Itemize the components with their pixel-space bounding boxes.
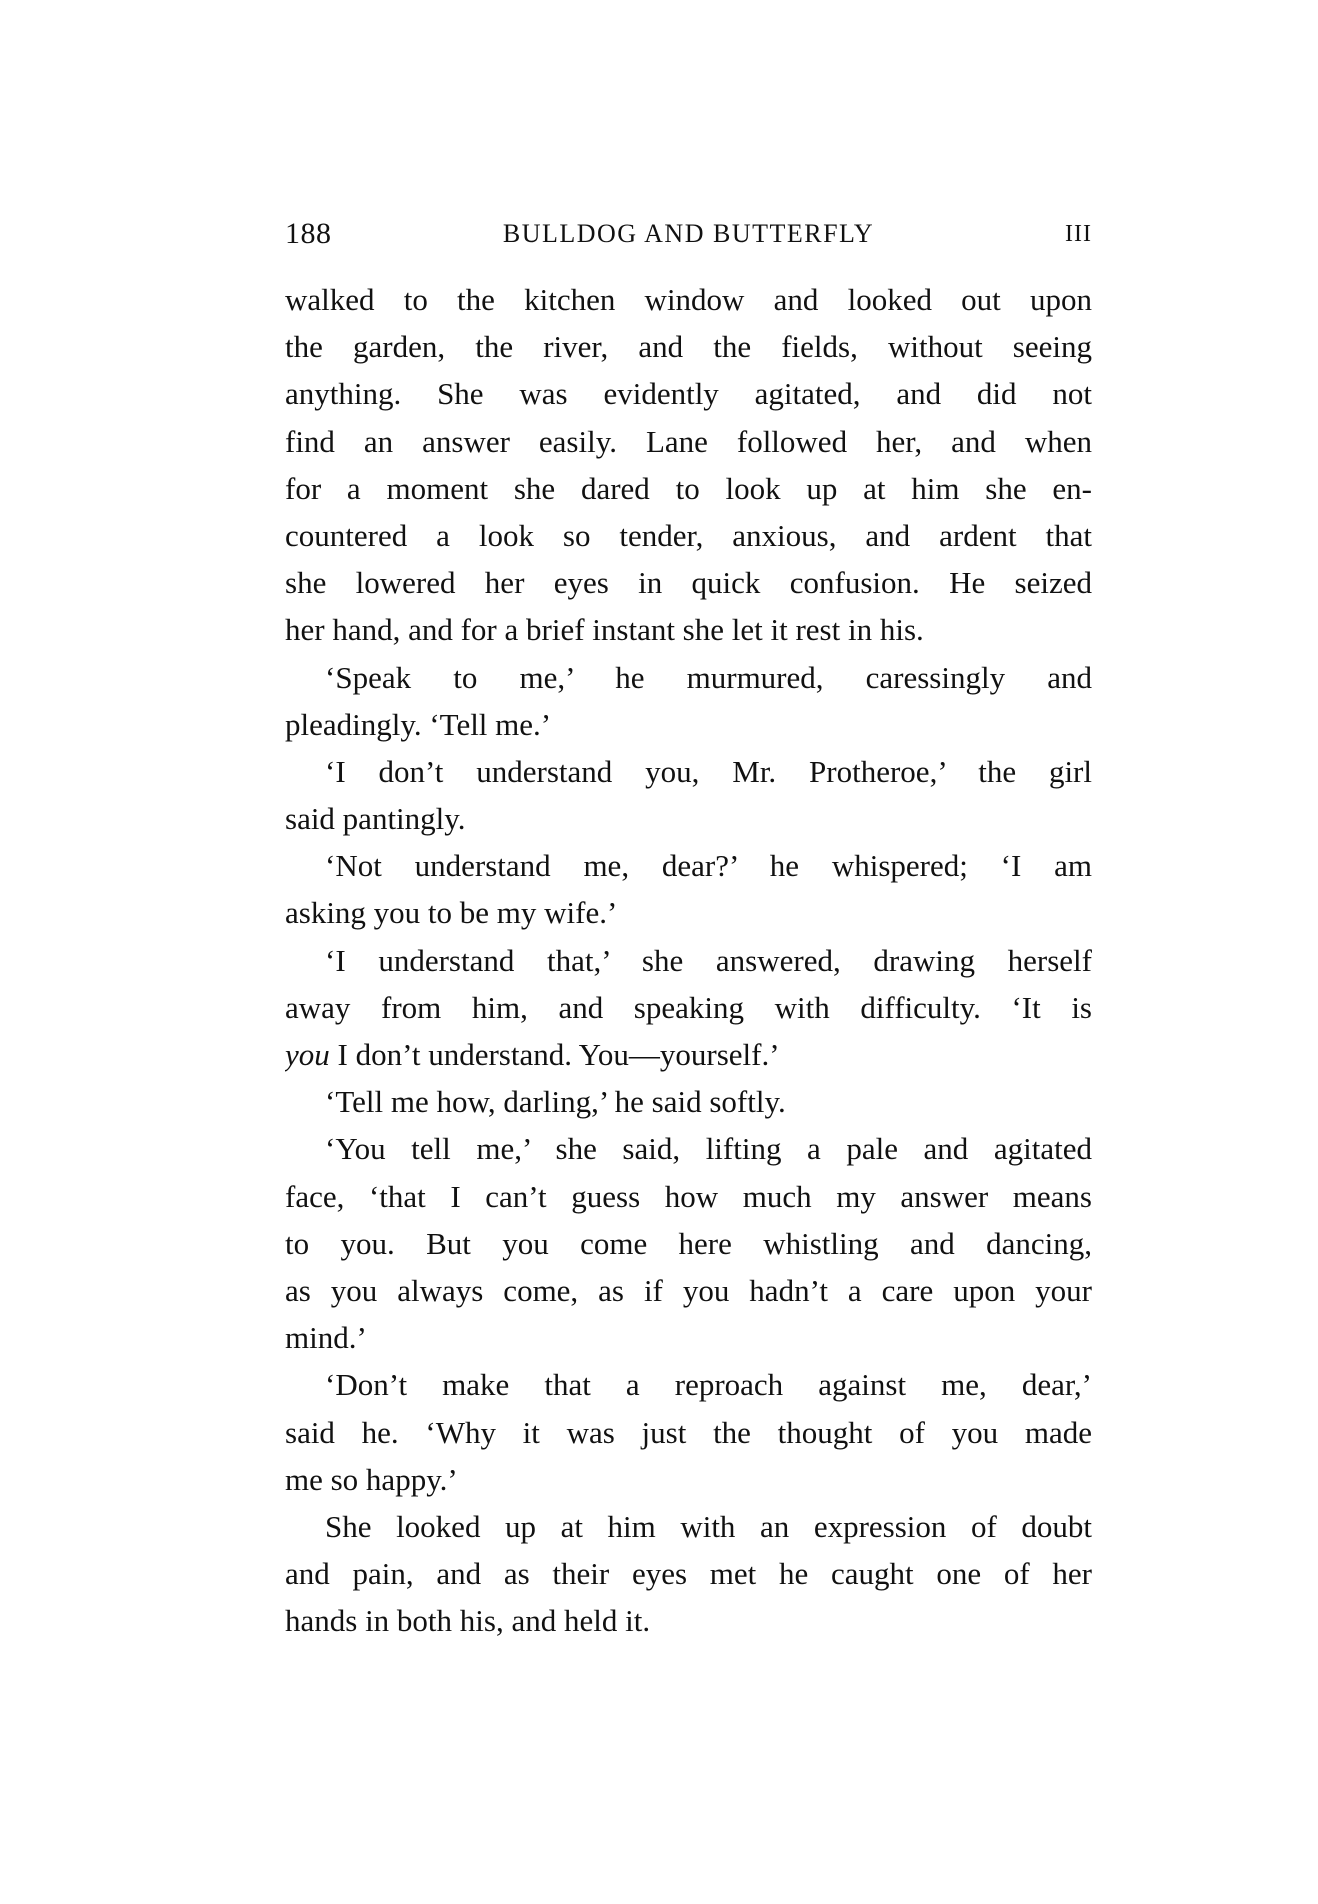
text-line: hands in both his, and held it. (285, 1603, 651, 1639)
page-header (285, 214, 1092, 254)
text-line: asking you to be my wife.’ (285, 895, 618, 931)
text-line: ‘Not understand me, dear?’ he whispered; ‘I am (325, 848, 1092, 884)
text-line: face, ‘that I can’t guess how much my answer means (285, 1178, 1092, 1214)
text-line: and pain, and as their eyes met he caught one of her (285, 1556, 1092, 1592)
paragraph (285, 654, 1092, 748)
paragraph (285, 937, 1092, 1079)
body-text (285, 276, 1092, 1644)
text-line: ‘Don’t make that a reproach against me, dear,’ (325, 1367, 1092, 1403)
text-line: you I don’t understand. You—yourself.’ (285, 1037, 780, 1072)
text-line: pleadingly. ‘Tell me.’ (285, 706, 552, 742)
text-line: ‘I don’t understand you, Mr. Protheroe,’ the girl (325, 753, 1092, 789)
text-line: ‘I understand that,’ she answered, drawing herself (325, 942, 1092, 978)
text-line: mind.’ (285, 1320, 367, 1356)
paragraph (285, 276, 1092, 654)
page-number: 188 (285, 217, 332, 250)
text-line: ‘You tell me,’ she said, lifting a pale and agitated (325, 1131, 1092, 1167)
text-line: anything. She was evidently agitated, and did not (285, 376, 1092, 412)
paragraph (285, 1078, 1092, 1125)
paragraph (285, 1125, 1092, 1361)
text-line: her hand, and for a brief instant she let it rest in his. (285, 612, 924, 648)
text-line: me so happy.’ (285, 1461, 458, 1497)
paragraph (285, 842, 1092, 936)
text-line: away from him, and speaking with difficulty. ‘It is (285, 989, 1092, 1025)
chapter-number: III (1065, 221, 1092, 247)
text-line: said pantingly. (285, 801, 466, 837)
text-line: countered a look so tender, anxious, and ardent that (285, 517, 1092, 553)
text-line: ‘Tell me how, darling,’ he said softly. (325, 1084, 786, 1120)
running-title: BULLDOG AND BUTTERFLY (502, 219, 875, 248)
text-line: for a moment she dared to look up at him she en- (285, 470, 1092, 506)
text-line: as you always come, as if you hadn’t a care upon your (285, 1272, 1092, 1308)
text-line: She looked up at him with an expression of doubt (325, 1508, 1092, 1544)
text-line: she lowered her eyes in quick confusion. He seized (285, 565, 1092, 601)
text-line: to you. But you come here whistling and dancing, (285, 1225, 1092, 1261)
text-line: said he. ‘Why it was just the thought of you made (285, 1414, 1092, 1450)
text-line: walked to the kitchen window and looked out upon (285, 282, 1092, 317)
text-line: the garden, the river, and the fields, without seeing (285, 329, 1092, 365)
paragraph (285, 1361, 1092, 1503)
text-line: ‘Speak to me,’ he murmured, caressingly and (325, 659, 1092, 695)
text-line: find an answer easily. Lane followed her, and when (285, 423, 1092, 459)
paragraph (285, 1503, 1092, 1645)
paragraph (285, 748, 1092, 842)
